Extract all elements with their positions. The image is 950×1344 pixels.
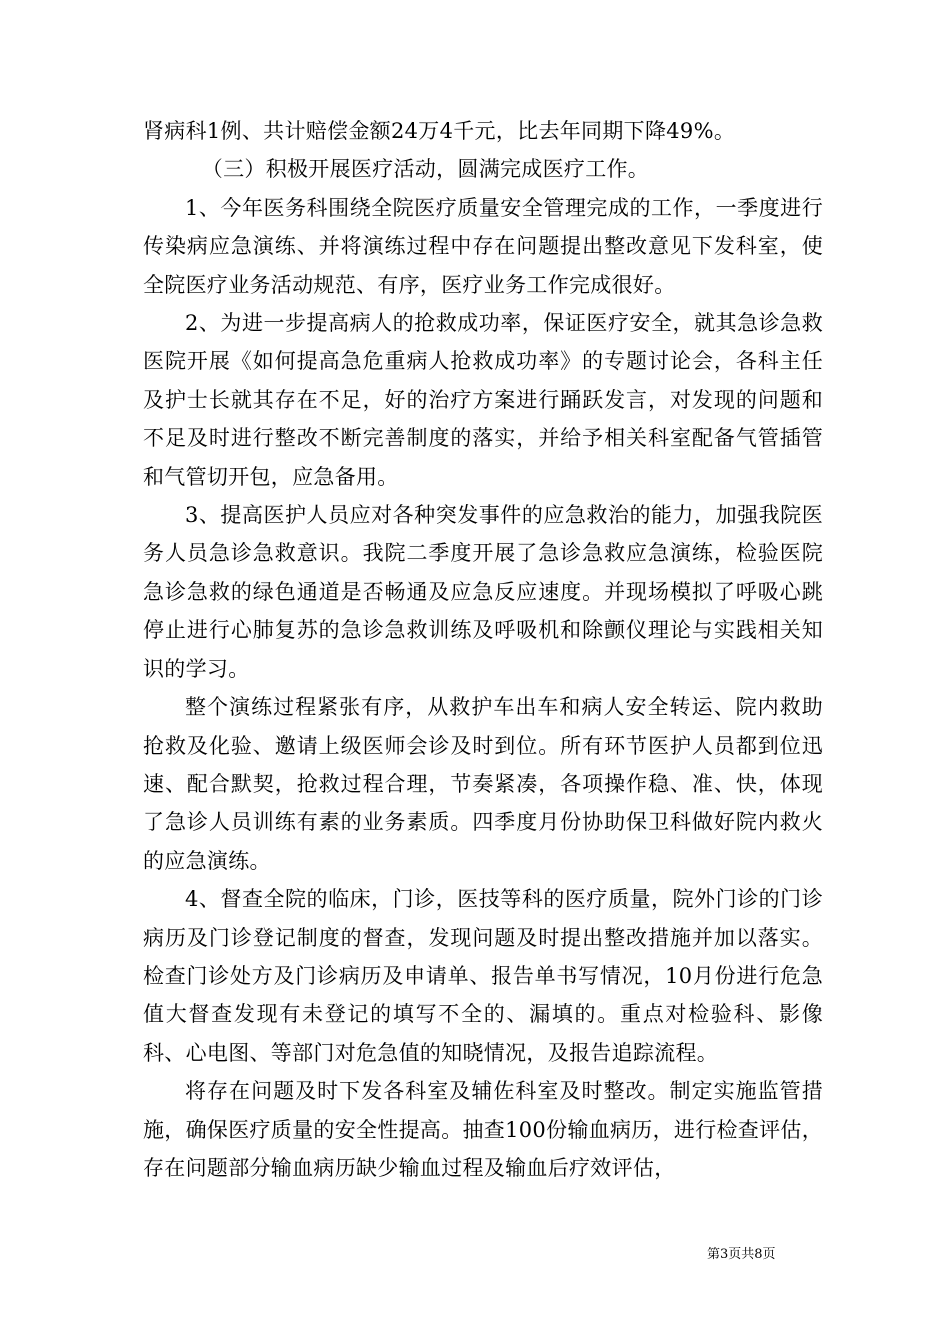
page-number: 第3页共8页 [707, 1247, 776, 1262]
paragraph-item-2: 2、为进一步提高病人的抢救成功率，保证医疗安全，就其急诊急救医院开展《如何提高急危重病人抢救成功率》的专题讨论会，各科主任及护士长就其存在不足，好的治疗方案进行踊跃发言，对发现的问题和不足及时进行整改不断完善制度的落实，并给予相关科室配备气管插管和气管切开包，应急备用。 [143, 311, 823, 489]
paragraph-continuation: 肾病科1例、共计赔偿金额24万4千元，比去年同期下降49%。 [143, 119, 736, 143]
paragraph-rectification: 将存在问题及时下发各科室及辅佐科室及时整改。制定实施监管措施，确保医疗质量的安全性提高。抽查100份输血病历，进行检查评估，存在问题部分输血病历缺少输血过程及输血后疗效评估， [143, 1079, 823, 1180]
paragraph-item-4: 4、督查全院的临床，门诊，医技等科的医疗质量，院外门诊的门诊病历及门诊登记制度的督查，发现问题及时提出整改措施并加以落实。检查门诊处方及门诊病历及申请单、报告单书写情况，10月份进行危急值大督查发现有未登记的填写不全的、漏填的。重点对检验科、影像科、心电图、等部门对危急值的知晓情况，及报告追踪流程。 [143, 887, 823, 1065]
paragraph-item-3: 3、提高医护人员应对各种突发事件的应急救治的能力，加强我院医务人员急诊急救意识。我院二季度开展了急诊急救应急演练，检验医院急诊急救的绿色通道是否畅通及应急反应速度。并现场模拟了呼吸心跳停止进行心肺复苏的急诊急救训练及呼吸机和除颤仪理论与实践相关知识的学习。 [143, 503, 823, 681]
paragraph-item-1: 1、今年医务科围绕全院医疗质量安全管理完成的工作，一季度进行传染病应急演练、并将演练过程中存在问题提出整改意见下发科室，使全院医疗业务活动规范、有序，医疗业务工作完成很好。 [143, 195, 823, 297]
section-heading: （三）积极开展医疗活动，圆满完成医疗工作。 [201, 157, 650, 182]
document-body [143, 112, 823, 1187]
paragraph-drill-summary: 整个演练过程紧张有序，从救护车出车和病人安全转运、院内救助抢救及化验、邀请上级医师会诊及时到位。所有环节医护人员都到位迅速、配合默契，抢救过程合理，节奏紧凑，各项操作稳、准、快，体现了急诊人员训练有素的业务素质。四季度月份协助保卫科做好院内救火的应急演练。 [143, 695, 823, 873]
